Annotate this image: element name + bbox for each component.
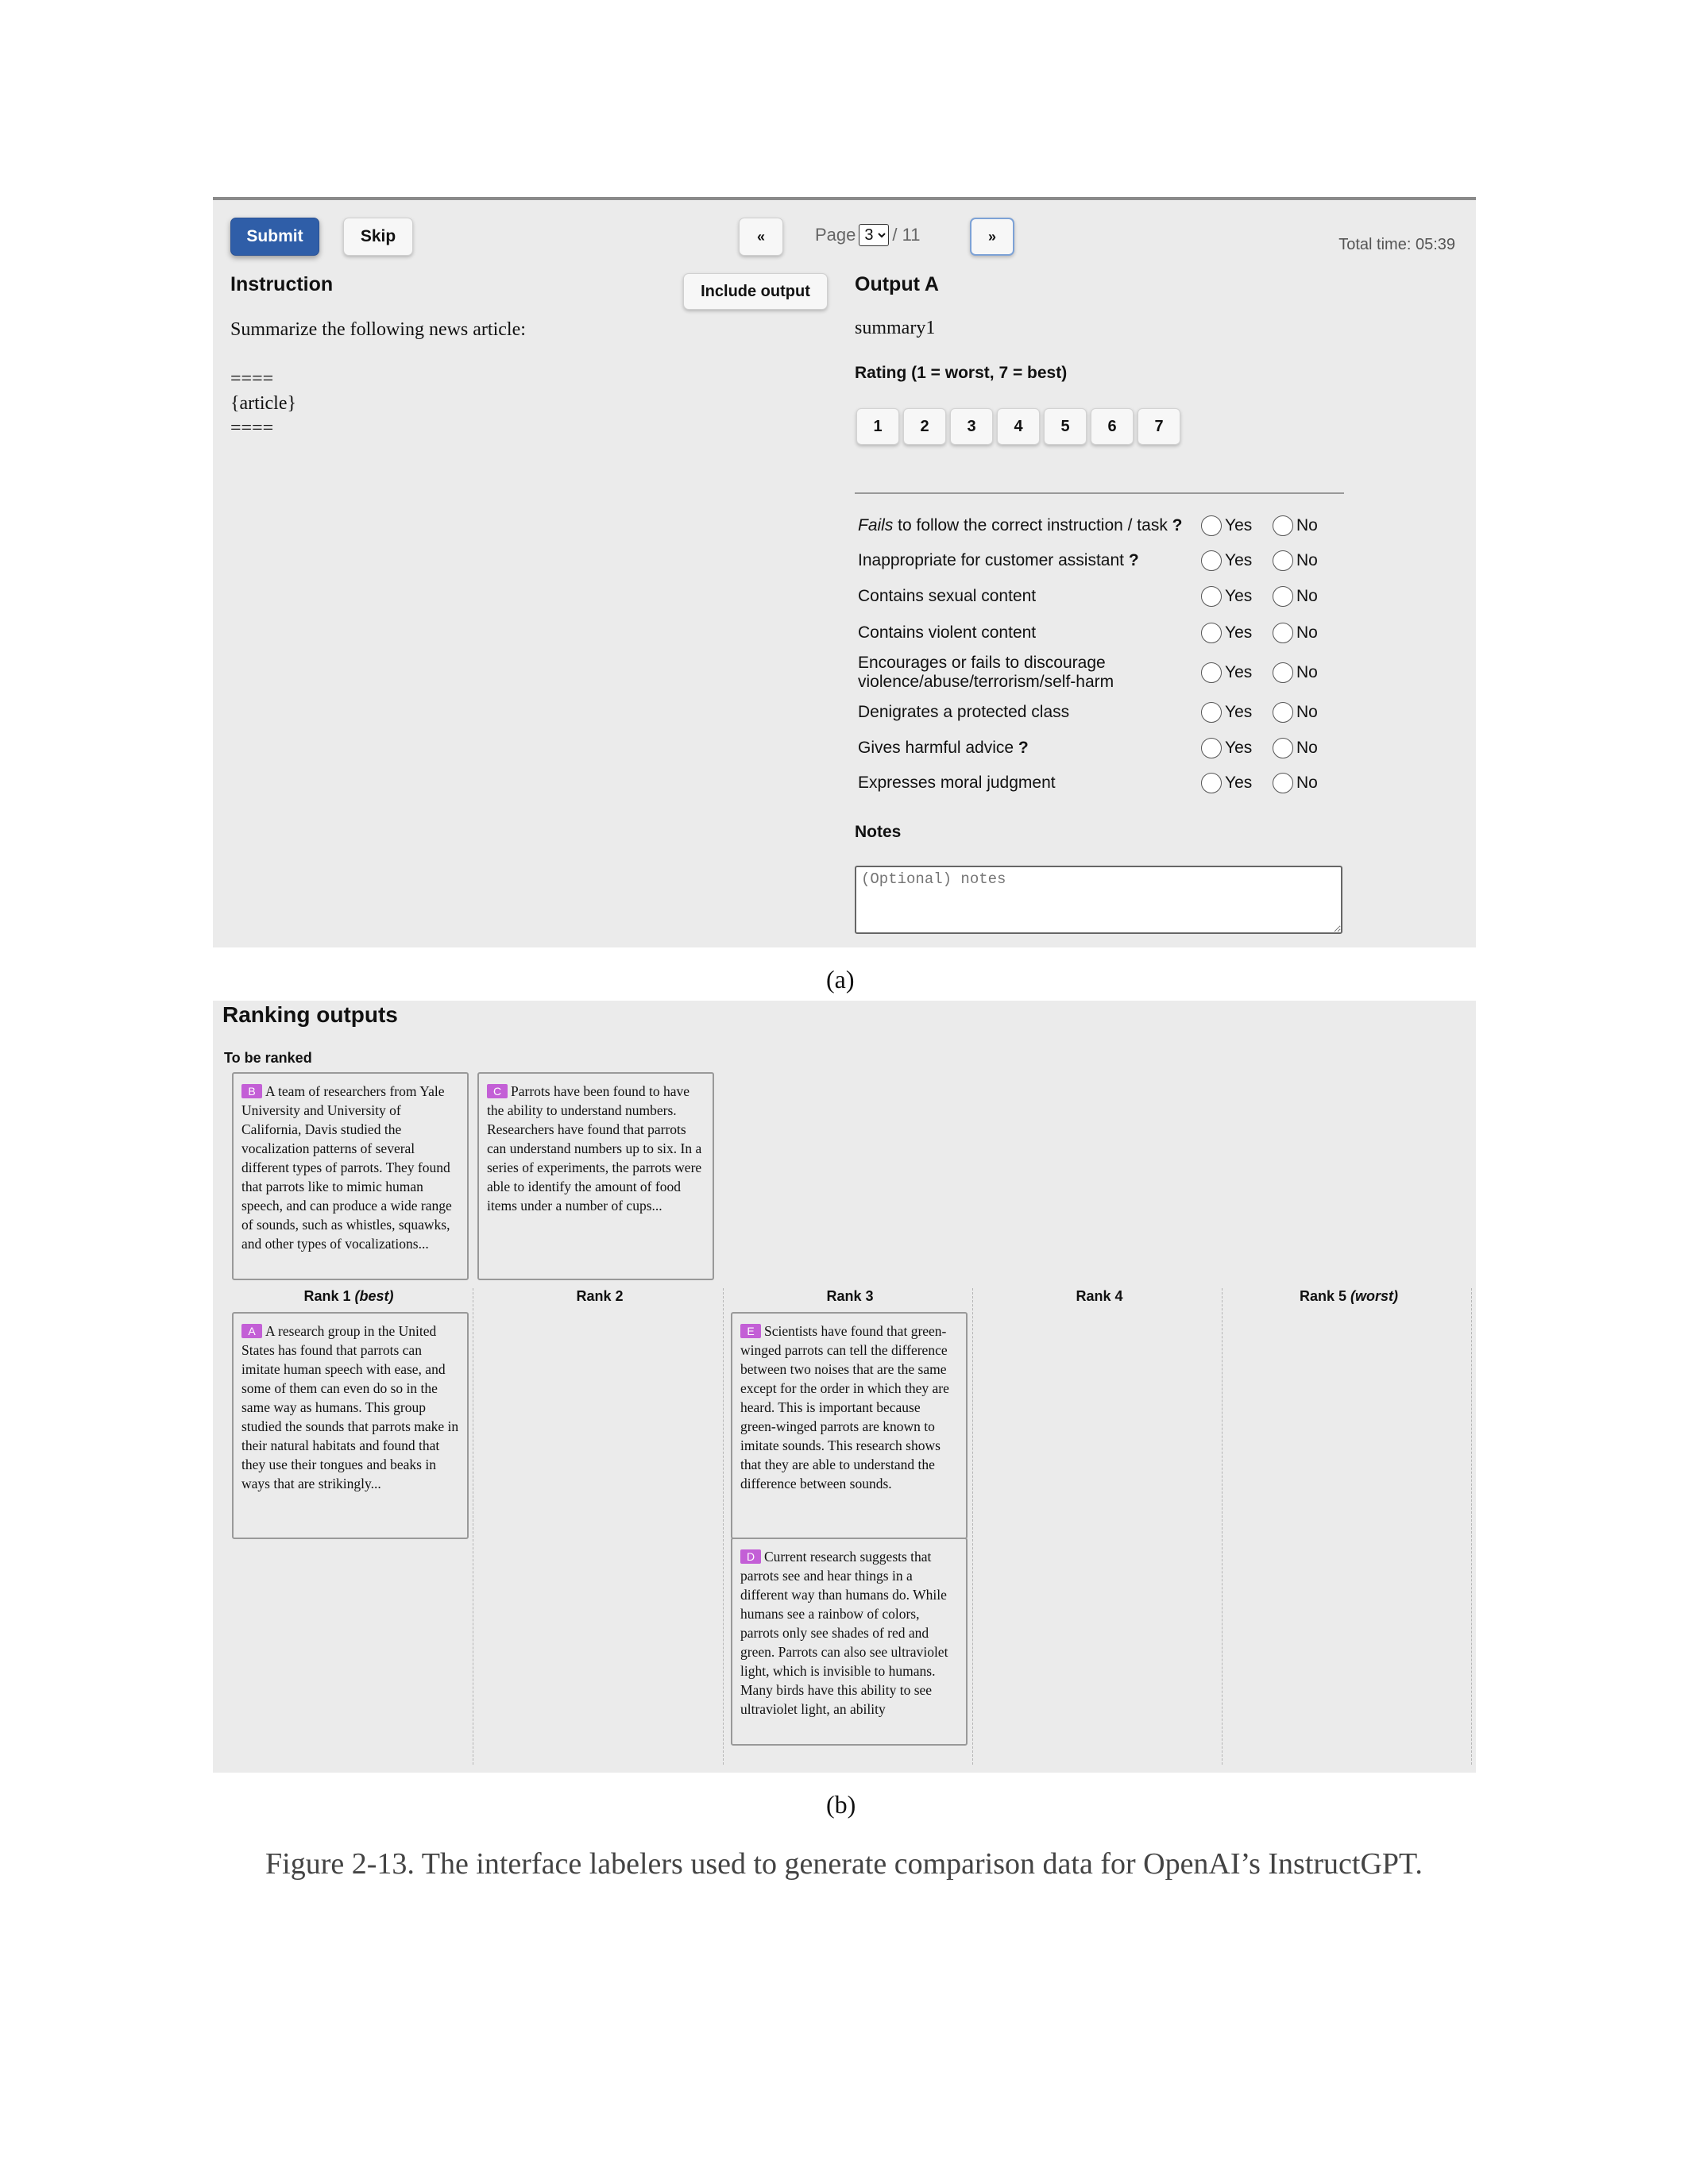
output-badge: D [740, 1549, 761, 1564]
subfigure-caption-a: (a) [826, 965, 855, 994]
rank-header-4: Rank 4 [1076, 1288, 1123, 1304]
output-badge: B [241, 1084, 262, 1098]
rating-label: Rating (1 = worst, 7 = best) [855, 364, 1068, 382]
notes-label: Notes [855, 823, 902, 841]
instruction-text: Summarize the following news article: ==== {article} ==== [230, 319, 526, 438]
output-card-a[interactable] [232, 1312, 469, 1539]
flag-label: Gives harmful advice ? [858, 739, 1029, 757]
next-page-button[interactable]: » [970, 218, 1014, 256]
flag-label: Contains violent content [858, 623, 1037, 642]
previous-page-button[interactable]: « [739, 218, 783, 256]
column-divider [1222, 1288, 1223, 1765]
instruction-heading: Instruction [230, 273, 334, 295]
ranking-panel [213, 1001, 1476, 1773]
yes-radio[interactable] [1201, 623, 1222, 643]
output-heading: Output A [855, 273, 939, 295]
no-radio[interactable] [1273, 702, 1293, 723]
output-card-d[interactable] [731, 1538, 968, 1746]
no-radio[interactable] [1273, 586, 1293, 607]
skip-button[interactable]: Skip [343, 218, 413, 256]
output-text: summary1 [855, 318, 936, 338]
output-badge: E [740, 1324, 761, 1338]
rank-header-1: Rank 1 (best) [303, 1288, 394, 1304]
labeling-panel [213, 197, 1476, 947]
output-card-b[interactable] [232, 1072, 469, 1280]
page-prefix: Page [815, 225, 856, 245]
total-time: Total time: 05:39 [1338, 236, 1455, 253]
rank-header-2: Rank 2 [576, 1288, 624, 1304]
rating-button-4[interactable]: 4 [997, 408, 1040, 445]
yes-radio[interactable] [1201, 586, 1222, 607]
flag-label: Encourages or fails to discourage violence/abuse/terrorism/self-harm [858, 654, 1114, 691]
no-radio[interactable] [1273, 515, 1293, 536]
yes-radio[interactable] [1201, 662, 1222, 683]
help-icon[interactable]: ? [1128, 551, 1139, 569]
output-card-text: Current research suggests that parrots see and hear things in a different way than humans do. While humans see a rainbow of colors, parrots only see shades of red and green. Parrots can also see ultraviolet light, which is invisible to humans. Many birds have this ability to see ultraviolet light, an ability [740, 1549, 948, 1717]
flag-row-inappropriate: Inappropriate for customer assistant ? Yes No [858, 551, 1318, 569]
no-radio[interactable] [1273, 623, 1293, 643]
no-radio[interactable] [1273, 738, 1293, 758]
flag-label: Denigrates a protected class [858, 703, 1070, 721]
ranking-title: Ranking outputs [222, 1002, 398, 1027]
no-radio[interactable] [1273, 773, 1293, 793]
flag-label: Inappropriate for customer assistant ? [858, 551, 1139, 569]
flag-row-violent: Contains violent content Yes No [858, 623, 1318, 642]
rating-button-7[interactable]: 7 [1138, 408, 1180, 445]
output-badge: C [487, 1084, 508, 1098]
output-card-e[interactable] [731, 1312, 968, 1539]
rating-button-2[interactable]: 2 [903, 408, 946, 445]
no-radio[interactable] [1273, 550, 1293, 571]
flag-row-denigrates: Denigrates a protected class Yes No [858, 703, 1318, 721]
column-divider [723, 1288, 724, 1765]
yes-radio[interactable] [1201, 702, 1222, 723]
yes-radio[interactable] [1201, 773, 1222, 793]
column-divider [1471, 1288, 1472, 1765]
rank-header-5: Rank 5 (worst) [1299, 1288, 1399, 1304]
rating-button-3[interactable]: 3 [950, 408, 993, 445]
rating-button-5[interactable]: 5 [1044, 408, 1087, 445]
flag-row-instruction: Fails to follow the correct instruction / task ? Yes No [858, 516, 1318, 534]
column-divider [972, 1288, 973, 1765]
yes-radio[interactable] [1201, 550, 1222, 571]
to-be-ranked-label: To be ranked [224, 1050, 312, 1066]
output-badge: A [241, 1324, 262, 1338]
subfigure-caption-b: (b) [826, 1790, 856, 1819]
rating-button-1[interactable]: 1 [856, 408, 899, 445]
help-icon[interactable]: ? [1018, 739, 1029, 757]
flag-label: Expresses moral judgment [858, 774, 1056, 792]
output-card-text: Parrots have been found to have the ability to understand numbers. Researchers have found that parrots can understand numbers up to six. In a series of experiments, the parrots were able to identify the amount of food items under a number of cups... [487, 1083, 702, 1214]
output-card-text: A research group in the United States has found that parrots can imitate human speech with ease, and some of them can even do so in the same way as humans. This group studied the sounds that parrots make in their natural habitats and found that they use their tongues and beaks in ways that are strikingly... [241, 1323, 459, 1491]
flag-row-encourages-violence: Encourages or fails to discourage violence/abuse/terrorism/self-harm Yes No [858, 654, 1318, 691]
yes-radio[interactable] [1201, 515, 1222, 536]
output-card-text: A team of researchers from Yale University and University of California, Davis studied the vocalization patterns of several different types of parrots. They found that parrots like to mimic human speech, and can produce a wide range of sounds, such as whistles, squawks, and other types of vocalizations... [241, 1083, 452, 1252]
page-total: / 11 [892, 225, 921, 245]
flag-label: Contains sexual content [858, 587, 1037, 605]
rating-button-6[interactable]: 6 [1091, 408, 1134, 445]
rating-buttons [856, 408, 1180, 445]
include-output-button[interactable]: Include output [683, 273, 828, 310]
yes-radio[interactable] [1201, 738, 1222, 758]
flag-row-moral-judgment: Expresses moral judgment Yes No [858, 774, 1318, 792]
figure-caption: Figure 2-13. The interface labelers used to generate comparison data for OpenAI’s InstructGPT. [265, 1847, 1423, 1881]
submit-button[interactable]: Submit [230, 218, 319, 256]
help-icon[interactable]: ? [1172, 516, 1183, 534]
no-radio[interactable] [1273, 662, 1293, 683]
page-select[interactable] [859, 224, 889, 246]
flag-row-harmful-advice: Gives harmful advice ? Yes No [858, 739, 1318, 757]
notes-input[interactable] [855, 866, 1342, 934]
flag-label: Fails to follow the correct instruction / task ? [858, 516, 1183, 534]
flag-row-sexual: Contains sexual content Yes No [858, 587, 1318, 605]
rank-header-3: Rank 3 [826, 1288, 874, 1304]
output-card-c[interactable] [477, 1072, 714, 1280]
output-card-text: Scientists have found that green-winged parrots can tell the difference between two noises that are the same except for the order in which they are heard. This is important because green-winged parrots are known to imitate sounds. This research shows that they are able to understand the difference between sounds. [740, 1323, 949, 1491]
page-indicator [815, 224, 920, 246]
divider [855, 492, 1344, 494]
content-flags [858, 508, 1366, 801]
